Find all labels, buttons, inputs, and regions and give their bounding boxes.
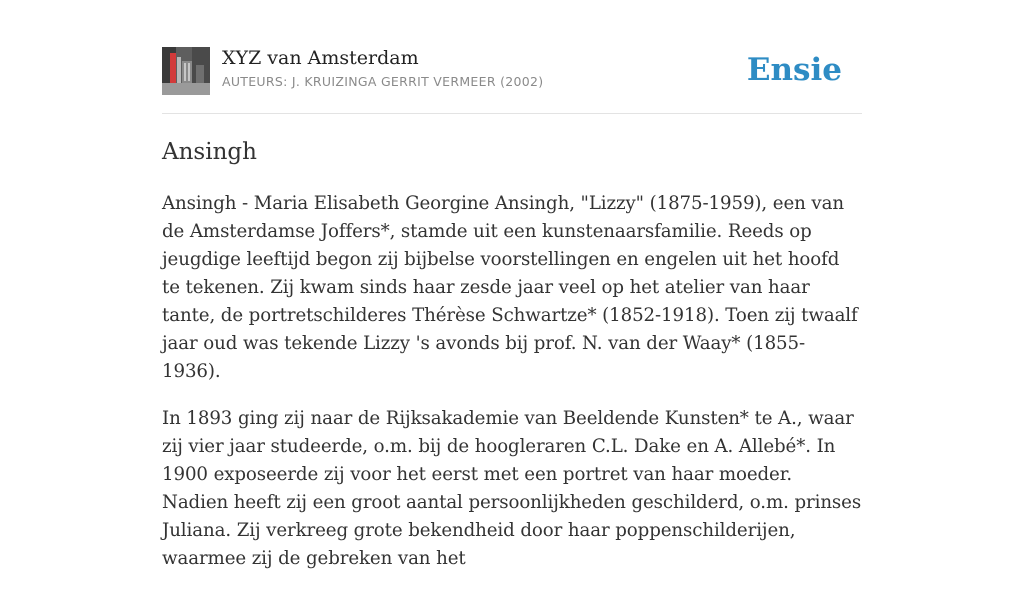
source-authors: AUTEURS: J. KRUIZINGA GERRIT VERMEER (2002) <box>222 74 544 89</box>
header-divider <box>162 113 862 114</box>
source-header <box>162 46 862 96</box>
article-paragraph: In 1893 ging zij naar de Rijksakademie van Beeldende Kunsten* te A., waar zij vier jaar studeerde, o.m. bij de hoogleraren C.L. Dake en A. Allebé*. In 1900 exposeerde zij voor het eerst met een portret van haar moeder. Nadien heeft zij een groot aantal persoonlijkheden geschilderd, o.m. prinses Juliana. Zij verkreeg grote bekendheid door haar poppenschilderijen, waarmee zij de gebreken van het <box>162 408 862 569</box>
article-paragraph: Ansingh - Maria Elisabeth Georgine Ansingh, "Lizzy" (1875-1959), een van de Amsterdamse Joffers*, stamde uit een kunstenaarsfamilie. Reeds op jeugdige leeftijd begon zij bijbelse voorstellingen en engelen uit het hoofd te tekenen. Zij kwam sinds haar zesde jaar veel op het atelier van haar tante, de portretschilderes Thérèse Schwartze* (1852-1918). Toen zij twaalf jaar oud was tekende Lizzy 's avonds bij prof. N. van der Waay* (1855-1936). <box>162 193 858 382</box>
article-body <box>162 190 862 592</box>
ensie-logo-link[interactable]: Ensie <box>746 52 842 88</box>
article-title: Ansingh <box>162 139 257 165</box>
source-avatar[interactable] <box>162 47 210 95</box>
book-cover-thumbnail-icon <box>162 47 210 95</box>
source-title[interactable]: XYZ van Amsterdam <box>222 47 419 69</box>
